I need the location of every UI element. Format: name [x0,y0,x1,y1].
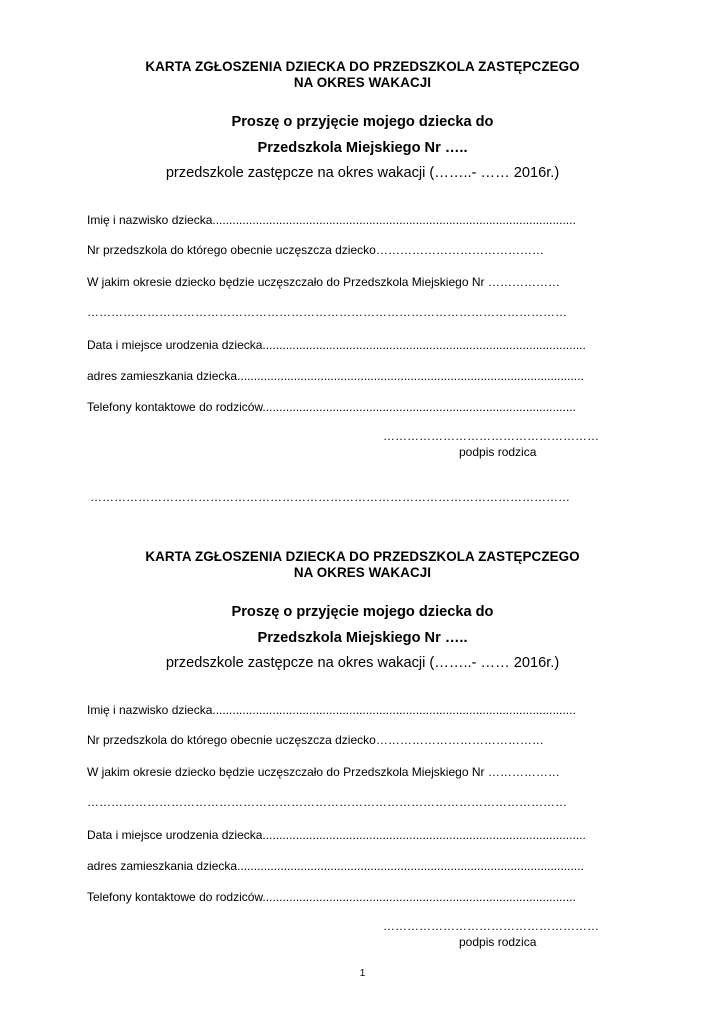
request-line-3: przedszkole zastępcze na okres wakacji (……..- …… 2016r.) [165,165,560,181]
birth-date-place-field[interactable]: Data i miejsce urodzenia dziecka................................................................................................. [87,828,586,842]
form-title-line-2: NA OKRES WAKACJI [293,75,432,90]
cut-line: ………………………………………………………………………………………………………… [90,490,570,504]
form-title-line-2: NA OKRES WAKACJI [293,565,432,580]
attendance-period-field[interactable]: W jakim okresie dziecko będzie uczęszczało do Przedszkola Miejskiego Nr ……………… [87,275,560,289]
birth-date-place-field[interactable]: Data i miejsce urodzenia dziecka................................................................................................. [87,338,586,352]
page-number: 1 [359,968,366,979]
request-line-2: Przedszkola Miejskiego Nr ….. [257,630,468,646]
signature-label: podpis rodzica [459,445,537,459]
signature-line[interactable]: ……………………………………………… [383,919,599,933]
application-form-1 [0,59,725,459]
attendance-period-continuation[interactable]: ………………………………………………………………………………………………………… [87,795,567,809]
parent-phones-field[interactable]: Telefony kontaktowe do rodziców.............................................................................................. [87,890,576,904]
application-form-2 [0,549,725,949]
child-address-field[interactable]: adres zamieszkania dziecka........................................................................................................ [87,859,584,873]
child-address-field[interactable]: adres zamieszkania dziecka........................................................................................................ [87,369,584,383]
current-preschool-field[interactable]: Nr przedszkola do którego obecnie uczęszcza dziecko…………………………………… [87,733,544,747]
signature-label: podpis rodzica [459,935,537,949]
request-line-3: przedszkole zastępcze na okres wakacji (……..- …… 2016r.) [165,655,560,671]
form-title-line-1: KARTA ZGŁOSZENIA DZIECKA DO PRZEDSZKOLA ZASTĘPCZEGO [145,549,580,564]
parent-phones-field[interactable]: Telefony kontaktowe do rodziców.............................................................................................. [87,400,576,414]
attendance-period-continuation[interactable]: ………………………………………………………………………………………………………… [87,305,567,319]
child-name-field[interactable]: Imię i nazwisko dziecka............................................................................................................. [87,703,576,717]
request-line-1: Proszę o przyjęcie mojego dziecka do [231,604,494,620]
request-line-1: Proszę o przyjęcie mojego dziecka do [231,114,494,130]
attendance-period-field[interactable]: W jakim okresie dziecko będzie uczęszczało do Przedszkola Miejskiego Nr ……………… [87,765,560,779]
current-preschool-field[interactable]: Nr przedszkola do którego obecnie uczęszcza dziecko…………………………………… [87,243,544,257]
request-line-2: Przedszkola Miejskiego Nr ….. [257,140,468,156]
signature-line[interactable]: ……………………………………………… [383,429,599,443]
child-name-field[interactable]: Imię i nazwisko dziecka............................................................................................................. [87,213,576,227]
form-title-line-1: KARTA ZGŁOSZENIA DZIECKA DO PRZEDSZKOLA ZASTĘPCZEGO [145,59,580,74]
